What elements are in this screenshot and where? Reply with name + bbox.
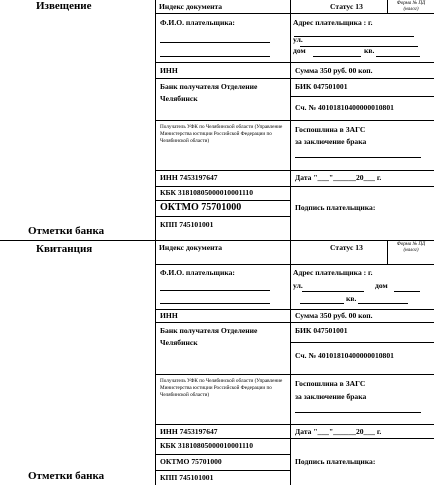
signature-label: Подпись плательщика:	[295, 203, 376, 212]
doc-index-label: Индекс документа	[159, 243, 223, 252]
date-label[interactable]: Дата "___"______20___ г.	[295, 173, 382, 182]
recipient-inn: ИНН 7453197647	[160, 427, 218, 436]
kpp-label: КПП 745101001	[160, 220, 214, 229]
address-label: Адрес плательщика : г.	[293, 268, 373, 277]
purpose-line2: за заключение брака	[295, 392, 367, 401]
amount-label: Сумма 350 руб. 00 коп.	[295, 66, 373, 75]
payer-name-field-2[interactable]	[160, 56, 270, 57]
purpose-line1: Госпошлина в ЗАГС	[295, 379, 366, 388]
receipt-title: Квитанция	[36, 243, 93, 255]
purpose-line1: Госпошлина в ЗАГС	[295, 125, 366, 134]
oktmo-label: ОКТМО 75701000	[160, 202, 242, 213]
address-apt-label: кв.	[364, 46, 375, 55]
payer-name-field[interactable]	[160, 290, 270, 291]
recipient-inn: ИНН 7453197647	[160, 173, 218, 182]
bank-city: Челябинск	[160, 94, 198, 103]
kbk-label: КБК 31810805000010001110	[160, 188, 254, 197]
receipt-bank-marks: Отметки банка	[28, 470, 105, 482]
address-house-label: дом	[293, 46, 306, 55]
inn-label: ИНН	[160, 311, 178, 320]
address-apt-label: кв.	[346, 294, 357, 303]
bank-city: Челябинск	[160, 338, 198, 347]
address-label: Адрес плательщика : г.	[293, 18, 373, 27]
notice-title: Извещение	[36, 0, 92, 12]
oktmo-label: ОКТМО 75701000	[160, 457, 222, 466]
address-city-field[interactable]	[294, 36, 414, 37]
notice-bank-marks: Отметки банка	[28, 225, 105, 237]
purpose-line2: за заключение брака	[295, 137, 367, 146]
address-house-label: дом	[375, 281, 388, 290]
status-label: Статус 13	[330, 243, 363, 252]
payer-name-label: Ф.И.О. плательщика:	[160, 268, 235, 277]
kpp-label: КПП 745101001	[160, 473, 214, 482]
address-extra-field[interactable]	[300, 303, 344, 304]
inn-label: ИНН	[160, 66, 178, 75]
payer-name-label: Ф.И.О. плательщика:	[160, 18, 235, 27]
bik-label: БИК 047501001	[295, 82, 348, 91]
kbk-label: КБК 31810805000010001110	[160, 441, 254, 450]
bik-label: БИК 047501001	[295, 326, 348, 335]
column-divider	[155, 0, 156, 485]
account-label: Сч. № 40101810400000010801	[295, 103, 394, 112]
purpose-field[interactable]	[295, 157, 421, 158]
account-label: Сч. № 40101810400000010801	[295, 351, 394, 360]
bank-label: Банк получателя Отделение	[160, 82, 258, 91]
recipient-label: Получатель УФК по Челябинской области (Управление Министерства юстиции Российской Федерации по Челябинской области)	[160, 124, 283, 145]
address-street-field[interactable]	[302, 291, 364, 292]
status-label: Статус 13	[330, 2, 363, 11]
amount-label: Сумма 350 руб. 00 коп.	[295, 311, 373, 320]
form-note: Форма № ПД (налог)	[396, 242, 426, 253]
form-note: Форма № ПД (налог)	[396, 1, 426, 12]
address-house-field[interactable]	[313, 56, 361, 57]
section-divider	[0, 240, 434, 241]
doc-index-label: Индекс документа	[159, 2, 223, 11]
purpose-field[interactable]	[295, 412, 421, 413]
recipient-label: Получатель УФК по Челябинской области (Управление Министерства юстиции Российской Федерации по Челябинской области)	[160, 378, 283, 399]
signature-label: Подпись плательщика:	[295, 457, 376, 466]
address-street-field[interactable]	[300, 46, 418, 47]
address-street-label: ул.	[293, 281, 303, 290]
date-label[interactable]: Дата "___"______20___ г.	[295, 427, 382, 436]
bank-label: Банк получателя Отделение	[160, 326, 258, 335]
payer-name-field-2[interactable]	[160, 303, 270, 304]
address-house-field[interactable]	[394, 291, 420, 292]
payer-name-field[interactable]	[160, 42, 270, 43]
address-street-label: ул.	[293, 35, 303, 44]
address-apt-field[interactable]	[358, 303, 408, 304]
address-apt-field[interactable]	[376, 56, 420, 57]
